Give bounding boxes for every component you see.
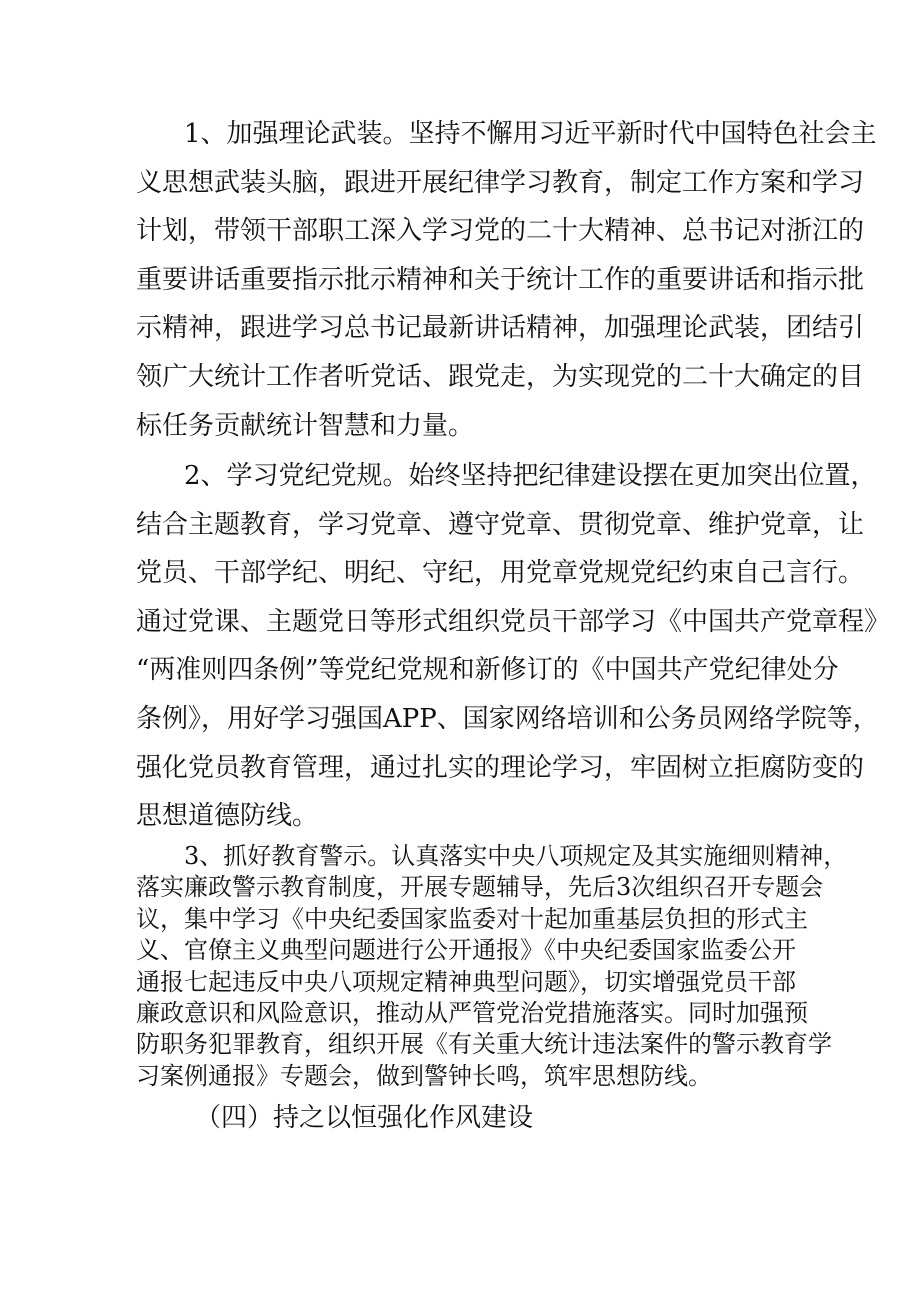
paragraph-line: 议，集中学习《中央纪委国家监委对十起加重基层负担的形式主 — [136, 904, 808, 933]
paragraph-line: 标任务贡献统计智慧和力量。 — [136, 410, 475, 441]
paragraph-line: 领广大统计工作者听党话、跟党走，为实现党的二十大确定的目 — [136, 361, 865, 392]
paragraph-line: 党员、干部学纪、明纪、守纪，用党章党规党纪约束自己言行。 — [136, 558, 865, 589]
paragraph-line: 1、加强理论武装。坚持不懈用习近平新时代中国特色社会主 — [184, 119, 877, 149]
paragraph-party-discipline — [136, 452, 891, 841]
paragraph-line: 结合主题教育，学习党章、遵守党章、贯彻党章、维护党章，让 — [136, 509, 865, 540]
paragraph-line: 习案例通报》专题会，做到警钟长鸣，筑牢思想防线。 — [136, 1061, 712, 1090]
paragraph-line: 2、学习党纪党规。始终坚持把纪律建设摆在更加突出位置， — [184, 461, 877, 491]
paragraph-line: 3、抓好教育警示。认真落实中央八项规定及其实施细则精神， — [184, 842, 848, 870]
paragraph-line: 通报七起违反中央八项规定精神典型问题》，切实增强党员干部 — [136, 967, 796, 996]
paragraph-line: 强化党员教育管理，通过扎实的理论学习，牢固树立拒腐防变的 — [136, 752, 865, 783]
paragraph-line: 义思想武装头脑，跟进开展纪律学习教育，制定工作方案和学习 — [136, 167, 865, 198]
paragraph-line: 思想道德防线。 — [136, 801, 319, 832]
paragraph-line: “两准则四条例”等党纪党规和新修订的《中国共产党纪律处分 — [136, 655, 839, 686]
paragraph-line: 廉政意识和风险意识，推动从严管党治党措施落实。同时加强预 — [136, 998, 808, 1027]
paragraph-line: 示精神，跟进学习总书记最新讲话精神，加强理论武装，团结引 — [136, 313, 865, 344]
paragraph-line: 重要讲话重要指示批示精神和关于统计工作的重要讲话和指示批 — [136, 264, 865, 295]
paragraph-line: 义、官僚主义典型问题进行公开通报》《中央纪委国家监委公开 — [136, 936, 796, 965]
paragraph-theory-armament — [136, 110, 877, 450]
paragraph-line: 通过党课、主题党日等形式组织党员干部学习《中国共产党章程》 — [136, 606, 891, 637]
paragraph-line: 防职务犯罪教育，组织开展《有关重大统计违法案件的警示教育学 — [136, 1030, 832, 1059]
section-heading: （四）持之以恒强化作风建设 — [195, 1103, 534, 1133]
paragraph-line: 计划，带领干部职工深入学习党的二十大精神、总书记对浙江的 — [136, 216, 865, 247]
paragraph-line: 落实廉政警示教育制度，开展专题辅导，先后3次组织召开专题会 — [136, 873, 824, 902]
paragraph-warning-education — [136, 841, 848, 1092]
paragraph-line: 条例》，用好学习强国APP、国家网络培训和公务员网络学院等， — [136, 703, 879, 734]
